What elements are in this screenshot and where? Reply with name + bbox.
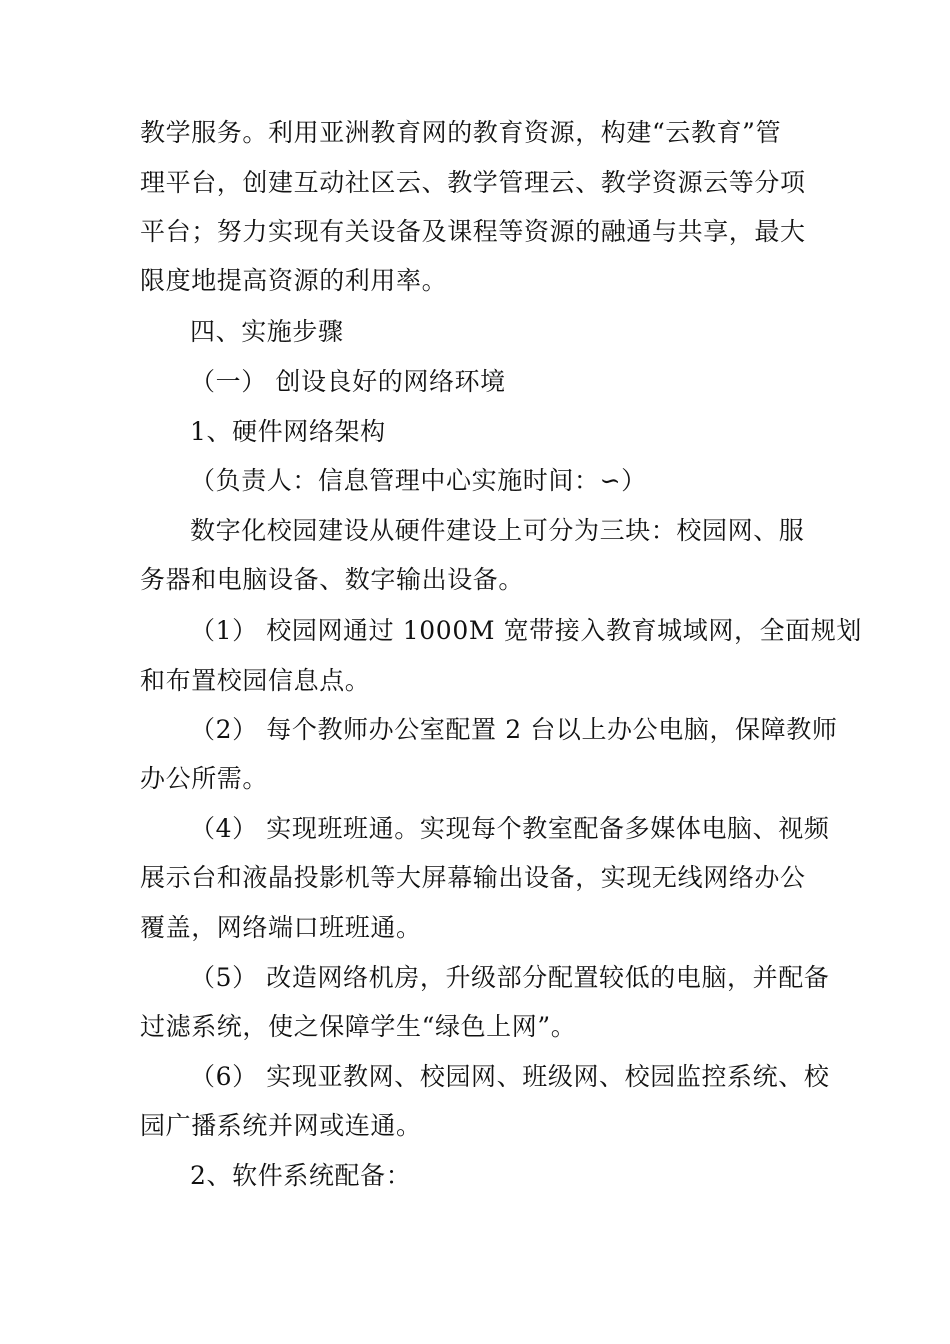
item-heading: 1、硬件网络架构 xyxy=(190,417,386,446)
item-heading: 2、软件系统配备： xyxy=(190,1161,412,1190)
paragraph-line: 理平台，创建互动社区云、教学管理云、教学资源云等分项 xyxy=(140,168,806,197)
paragraph-line: 教学服务。利用亚洲教育网的教育资源，构建“云教育”管 xyxy=(140,118,782,147)
paragraph-line: 务器和电脑设备、数字输出设备。 xyxy=(140,565,525,594)
list-item-line: 覆盖，网络端口班班通。 xyxy=(140,913,422,942)
list-item-line: 和布置校园信息点。 xyxy=(140,666,371,695)
list-item-line: 过滤系统，使之保障学生“绿色上网”。 xyxy=(140,1012,577,1041)
responsible-note: （负责人：信息管理中心实施时间：∽） xyxy=(190,466,647,495)
subsection-heading: （一） 创设良好的网络环境 xyxy=(190,367,506,396)
list-item-line: 园广播系统并网或连通。 xyxy=(140,1111,422,1140)
list-item-line: 展示台和液晶投影机等大屏幕输出设备，实现无线网络办公 xyxy=(140,863,806,892)
list-item-line: （2） 每个教师办公室配置 2 台以上办公电脑，保障教师 xyxy=(190,715,838,744)
paragraph-line: 数字化校园建设从硬件建设上可分为三块：校园网、服 xyxy=(190,516,805,545)
paragraph-line: 平台；努力实现有关设备及课程等资源的融通与共享，最大 xyxy=(140,217,806,246)
list-item-line: （4） 实现班班通。实现每个教室配备多媒体电脑、视频 xyxy=(190,814,830,843)
list-item-line: （6） 实现亚教网、校园网、班级网、校园监控系统、校 xyxy=(190,1062,830,1091)
list-item-line: （5） 改造网络机房，升级部分配置较低的电脑，并配备 xyxy=(190,963,830,992)
paragraph-line: 限度地提高资源的利用率。 xyxy=(140,266,448,295)
list-item-line: （1） 校园网通过 1000M 宽带接入教育城域网，全面规划 xyxy=(190,616,862,645)
list-item-line: 办公所需。 xyxy=(140,764,269,793)
section-heading: 四、实施步骤 xyxy=(190,317,344,346)
